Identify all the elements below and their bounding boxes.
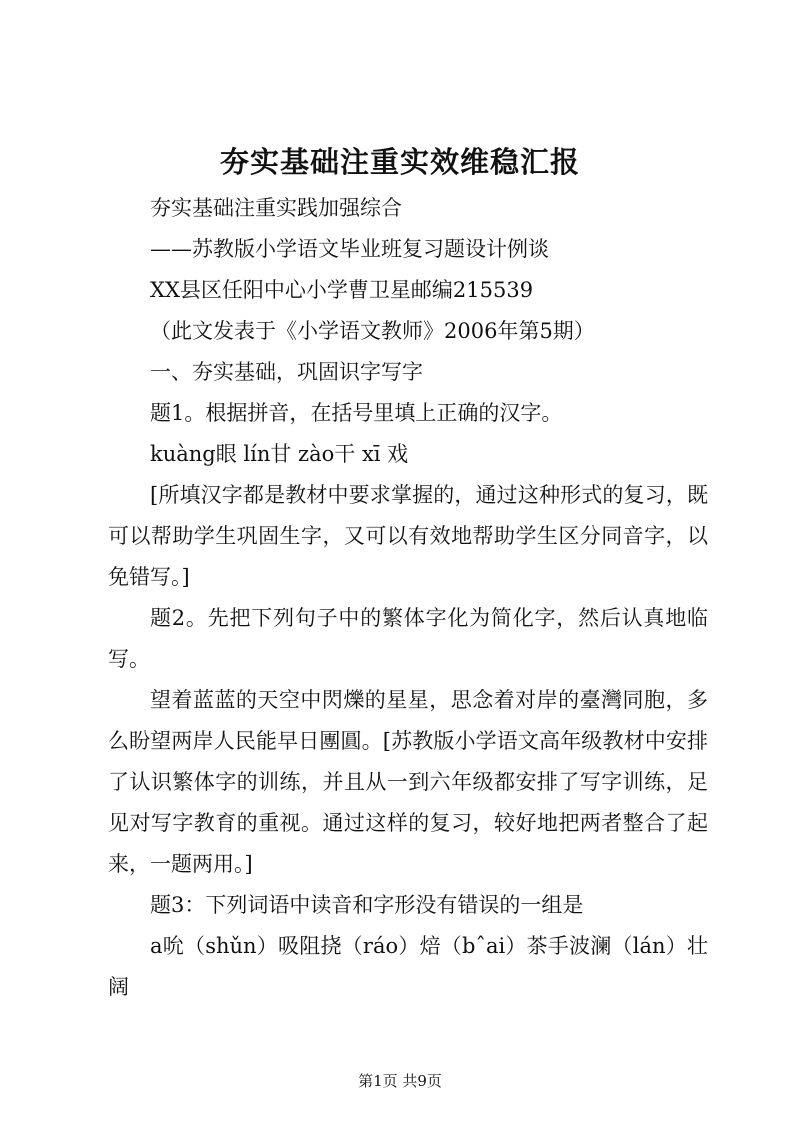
question-3-option-a: a吮（shǔn）吸阻挠（ráo）焙（bˆai）茶手波澜（lán）壮阔 — [108, 934, 708, 999]
document-title: 夯实基础注重实效维稳汇报 — [219, 145, 580, 179]
question-2: 题2。先把下列句子中的繁体字化为简化字，然后认真地临写。 — [108, 606, 708, 671]
question-2-text: 望着蓝蓝的天空中閃爍的星星，思念着对岸的臺灣同胞，多么盼望两岸人民能早日團圓。[苏教版小学语文高年级教材中安排了认识繁体字的训练，并且从一到六年级都安排了写字训练，足见对写字教育的重视。通过这样的复习，较好地把两者整合了起来，一题两用。] — [108, 688, 708, 876]
question-3: 题3：下列词语中读音和字形没有错误的一组是 — [150, 893, 584, 917]
section-heading: 一、夯实基础，巩固识字写字 — [150, 360, 423, 384]
question-1: 题1。根据拼音，在括号里填上正确的汉字。 — [150, 401, 563, 425]
page-footer: 第1页 共9页 — [358, 1072, 442, 1090]
paragraph-subtitle: 夯实基础注重实践加强综合 — [150, 196, 402, 220]
paragraph-author: XX县区任阳中心小学曹卫星邮编215539 — [150, 278, 534, 302]
document-body — [108, 188, 708, 1008]
question-1-pinyin: kuàng眼 lín甘 zào干 xī 戏 — [150, 442, 409, 466]
paragraph-subtitle-2: ——苏教版小学语文毕业班复习题设计例谈 — [150, 237, 549, 261]
paragraph-publication-note: （此文发表于《小学语文教师》2006年第5期） — [150, 319, 595, 343]
question-1-note: [所填汉字都是教材中要求掌握的，通过这种形式的复习，既可以帮助学生巩固生字，又可以有效地帮助学生区分同音字，以免错写。] — [108, 483, 708, 589]
